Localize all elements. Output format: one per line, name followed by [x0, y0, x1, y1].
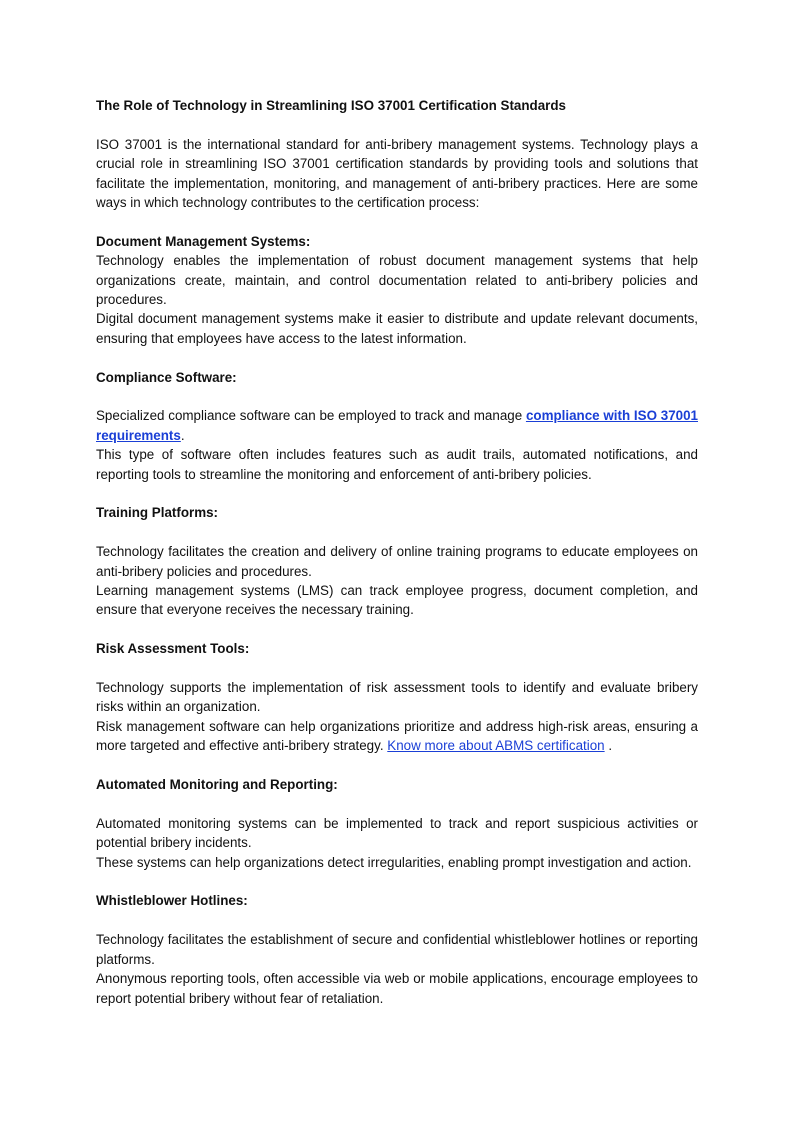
monitoring-paragraph-2: These systems can help organizations detect irregularities, enabling prompt investigation and action.	[96, 854, 692, 870]
whistle-paragraph-2: Anonymous reporting tools, often accessible via web or mobile applications, encourage employees to report potential bribery without fear of retaliation.	[96, 971, 698, 1006]
abms-certification-link[interactable]: Know more about ABMS certification	[387, 738, 605, 754]
compliance-paragraph-1	[96, 406, 698, 445]
spacer	[96, 387, 698, 406]
spacer	[96, 523, 698, 542]
dms-paragraph-2: Digital document management systems make it easier to distribute and update relevant documents, ensuring that employees have access to the latest information.	[96, 311, 698, 346]
spacer	[96, 212, 698, 231]
compliance-iso-link[interactable]: compliance with ISO 37001 requirements	[96, 408, 698, 443]
spacer	[96, 620, 698, 639]
training-paragraph-1: Technology facilitates the creation and delivery of online training programs to educate employees on anti-bribery policies and procedures.	[96, 544, 698, 579]
intro-paragraph: ISO 37001 is the international standard for anti-bribery management systems. Technology plays a crucial role in streamlining ISO 37001 certification standards by providing tools and solutions that facilitate the implementation, monitoring, and management of anti-bribery practices. Here are some ways in which technology contributes to the certification process:	[96, 136, 698, 211]
spacer	[96, 484, 698, 503]
document-title: The Role of Technology in Streamlining ISO 37001 Certification Standards	[96, 98, 566, 113]
heading-whistleblower-hotlines: Whistleblower Hotlines:	[96, 893, 248, 909]
spacer	[96, 659, 698, 678]
monitoring-paragraph-1: Automated monitoring systems can be implemented to track and report suspicious activities or potential bribery incidents.	[96, 815, 698, 851]
risk-text: Risk management software can help organizations prioritize and address high-risk areas, ensuring a more targeted and effective anti-bribery strategy.	[96, 718, 698, 754]
heading-risk-assessment: Risk Assessment Tools:	[96, 641, 250, 657]
spacer	[96, 756, 698, 775]
risk-paragraph-2	[96, 717, 698, 756]
whistle-paragraph-1: Technology facilitates the establishment of secure and confidential whistleblower hotlines or reporting platforms.	[96, 932, 698, 967]
training-paragraph-2: Learning management systems (LMS) can track employee progress, document completion, and ensure that everyone receives the necessary training.	[96, 583, 698, 618]
spacer	[96, 348, 698, 367]
spacer	[96, 794, 698, 813]
spacer	[96, 911, 698, 930]
dms-paragraph-1: Technology enables the implementation of robust document management systems that help organizations create, maintain, and control documentation related to anti-bribery policies and procedures.	[96, 253, 698, 308]
risk-text-end: .	[604, 738, 613, 754]
document-page	[96, 96, 698, 1008]
risk-paragraph-1: Technology supports the implementation of risk assessment tools to identify and evaluate bribery risks within an organization.	[96, 680, 698, 715]
heading-automated-monitoring: Automated Monitoring and Reporting:	[96, 777, 338, 793]
spacer	[96, 872, 698, 891]
heading-document-management: Document Management Systems:	[96, 233, 311, 249]
heading-compliance-software: Compliance Software:	[96, 369, 237, 385]
compliance-text-end: .	[180, 427, 185, 443]
compliance-text: Specialized compliance software can be employed to track and manage	[96, 408, 526, 424]
compliance-paragraph-2: This type of software often includes features such as audit trails, automated notifications, and reporting tools to streamline the monitoring and enforcement of anti-bribery policies.	[96, 447, 698, 482]
heading-training-platforms: Training Platforms:	[96, 505, 219, 521]
